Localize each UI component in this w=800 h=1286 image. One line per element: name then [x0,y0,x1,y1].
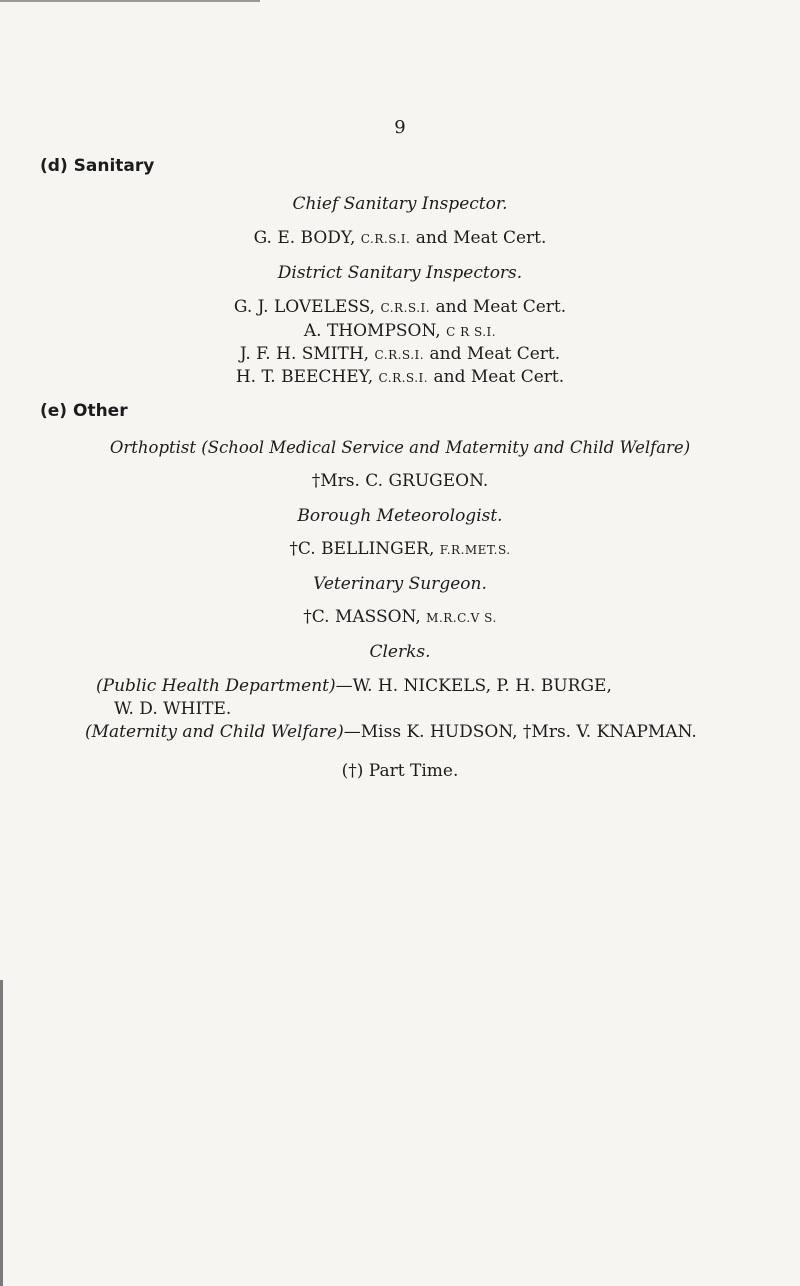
page-edge-top [0,0,260,2]
qualifications: F.R.MET.S. [439,543,511,557]
qualifications: C.R.S.I. [374,348,425,362]
certification: and Meat Cert. [435,297,567,317]
orthoptist-title: Orthoptist (School Medical Service and Maternity and Child Welfare) [109,438,691,457]
certification: and Meat Cert. [429,344,561,364]
section-heading-sanitary: (d) Sanitary [40,156,155,176]
inspector-entry [0,296,800,319]
person-name: †C. MASSON, [303,607,421,627]
page-edge-left [0,980,3,1286]
person-name: †C. BELLINGER, [289,539,435,559]
qualifications: M.R.C.V S. [426,611,497,625]
person-name: G. E. BODY, [253,228,356,248]
qualifications: C.R.S.I. [378,371,429,385]
chief-inspector-title: Chief Sanitary Inspector. [292,194,508,214]
person-name: H. T. BEECHEY, [235,367,374,387]
clerk-names: —W. H. NICKELS, P. H. BURGE, [335,676,612,696]
qualifications: C.R.S.I. [360,232,411,246]
clerk-names: —Miss K. HUDSON, †Mrs. V. KNAPMAN. [343,722,697,742]
section-heading-other: (e) Other [40,401,128,421]
certification: and Meat Cert. [433,367,565,387]
clerks-title: Clerks. [369,642,431,662]
person-name: G. J. LOVELESS, [233,297,376,317]
meteorologist-title: Borough Meteorologist. [297,506,503,526]
footnote-part-time: (†) Part Time. [341,761,459,781]
inspector-entry [0,366,800,389]
inspector-entry [0,320,800,343]
qualifications: C R S.I. [446,325,497,339]
department-label: (Public Health Department) [96,676,336,696]
meteorologist-entry [0,538,800,561]
district-inspectors-title: District Sanitary Inspectors. [277,263,523,283]
person-name: A. THOMPSON, [303,321,441,341]
qualifications: C.R.S.I. [380,301,431,315]
chief-inspector-entry [0,227,800,250]
vet-entry [0,606,800,629]
department-label: (Maternity and Child Welfare) [85,722,344,742]
page-number: 9 [394,117,406,138]
orthoptist-name: †Mrs. C. GRUGEON. [311,471,489,491]
clerks-public-health [96,675,612,697]
inspector-entry [0,343,800,366]
clerks-maternity [85,721,697,743]
clerks-public-health-cont: W. D. WHITE. [114,699,232,719]
vet-title: Veterinary Surgeon. [313,574,487,594]
person-name: J. F. H. SMITH, [239,344,370,364]
certification: and Meat Cert. [415,228,547,248]
